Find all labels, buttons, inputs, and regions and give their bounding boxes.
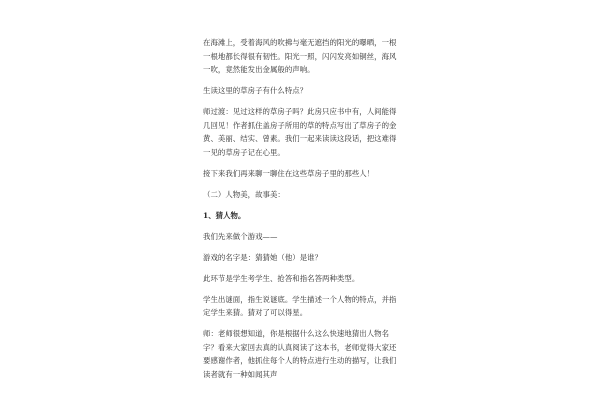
paragraph-8: 游戏的名字是：猜猜她（他）是谁？: [203, 252, 323, 262]
subsection-heading: 1、猜人物。: [203, 210, 246, 220]
paragraph-3: 师过渡：见过这样的草房子吗？此房只应书中有，人间能得几回见！作者抓住盖房子所用的草的特点写出了草房子的金黄、美丽、结实、曾素。我们一起来读读这段话，把这难得一见的草房子记在心里。: [203, 107, 397, 157]
paragraph-1: 在海滩上，受着海风的吹拂与毫无遮挡的阳光的曝晒，一根一根地都长得很有韧性。阳光一照，闪闪发亮如铜丝，海风一吹，竟然能发出金属般的声响。: [203, 38, 397, 74]
paragraph-2: 生读这里的草房子有什么特点？: [203, 86, 308, 95]
document-body: [203, 36, 401, 389]
paragraph-7: 我们先来做个游戏——: [203, 231, 278, 241]
section-heading: （二）人物美，故事美：: [203, 189, 285, 199]
paragraph-4: 接下来我们再来聊一聊住在这些草房子里的那些人！: [203, 168, 375, 178]
paragraph-11: 师：老师很想知道，你是根据什么这么快速地猜出人物名字？看来大家回去真的认真阅读了这本书，老师觉得大家还要感谢作者，他抓住每个人的特点进行生动的描写，让我们读者就有一种如闻其声: [203, 329, 397, 379]
paragraph-9: 此环节是学生考学生、抢答和指名答两种类型。: [203, 273, 360, 283]
paragraph-10: 学生出谜面，指生说谜底。学生描述一个人物的特点，并指定学生来猜。猜对了可以得星。: [203, 294, 397, 317]
